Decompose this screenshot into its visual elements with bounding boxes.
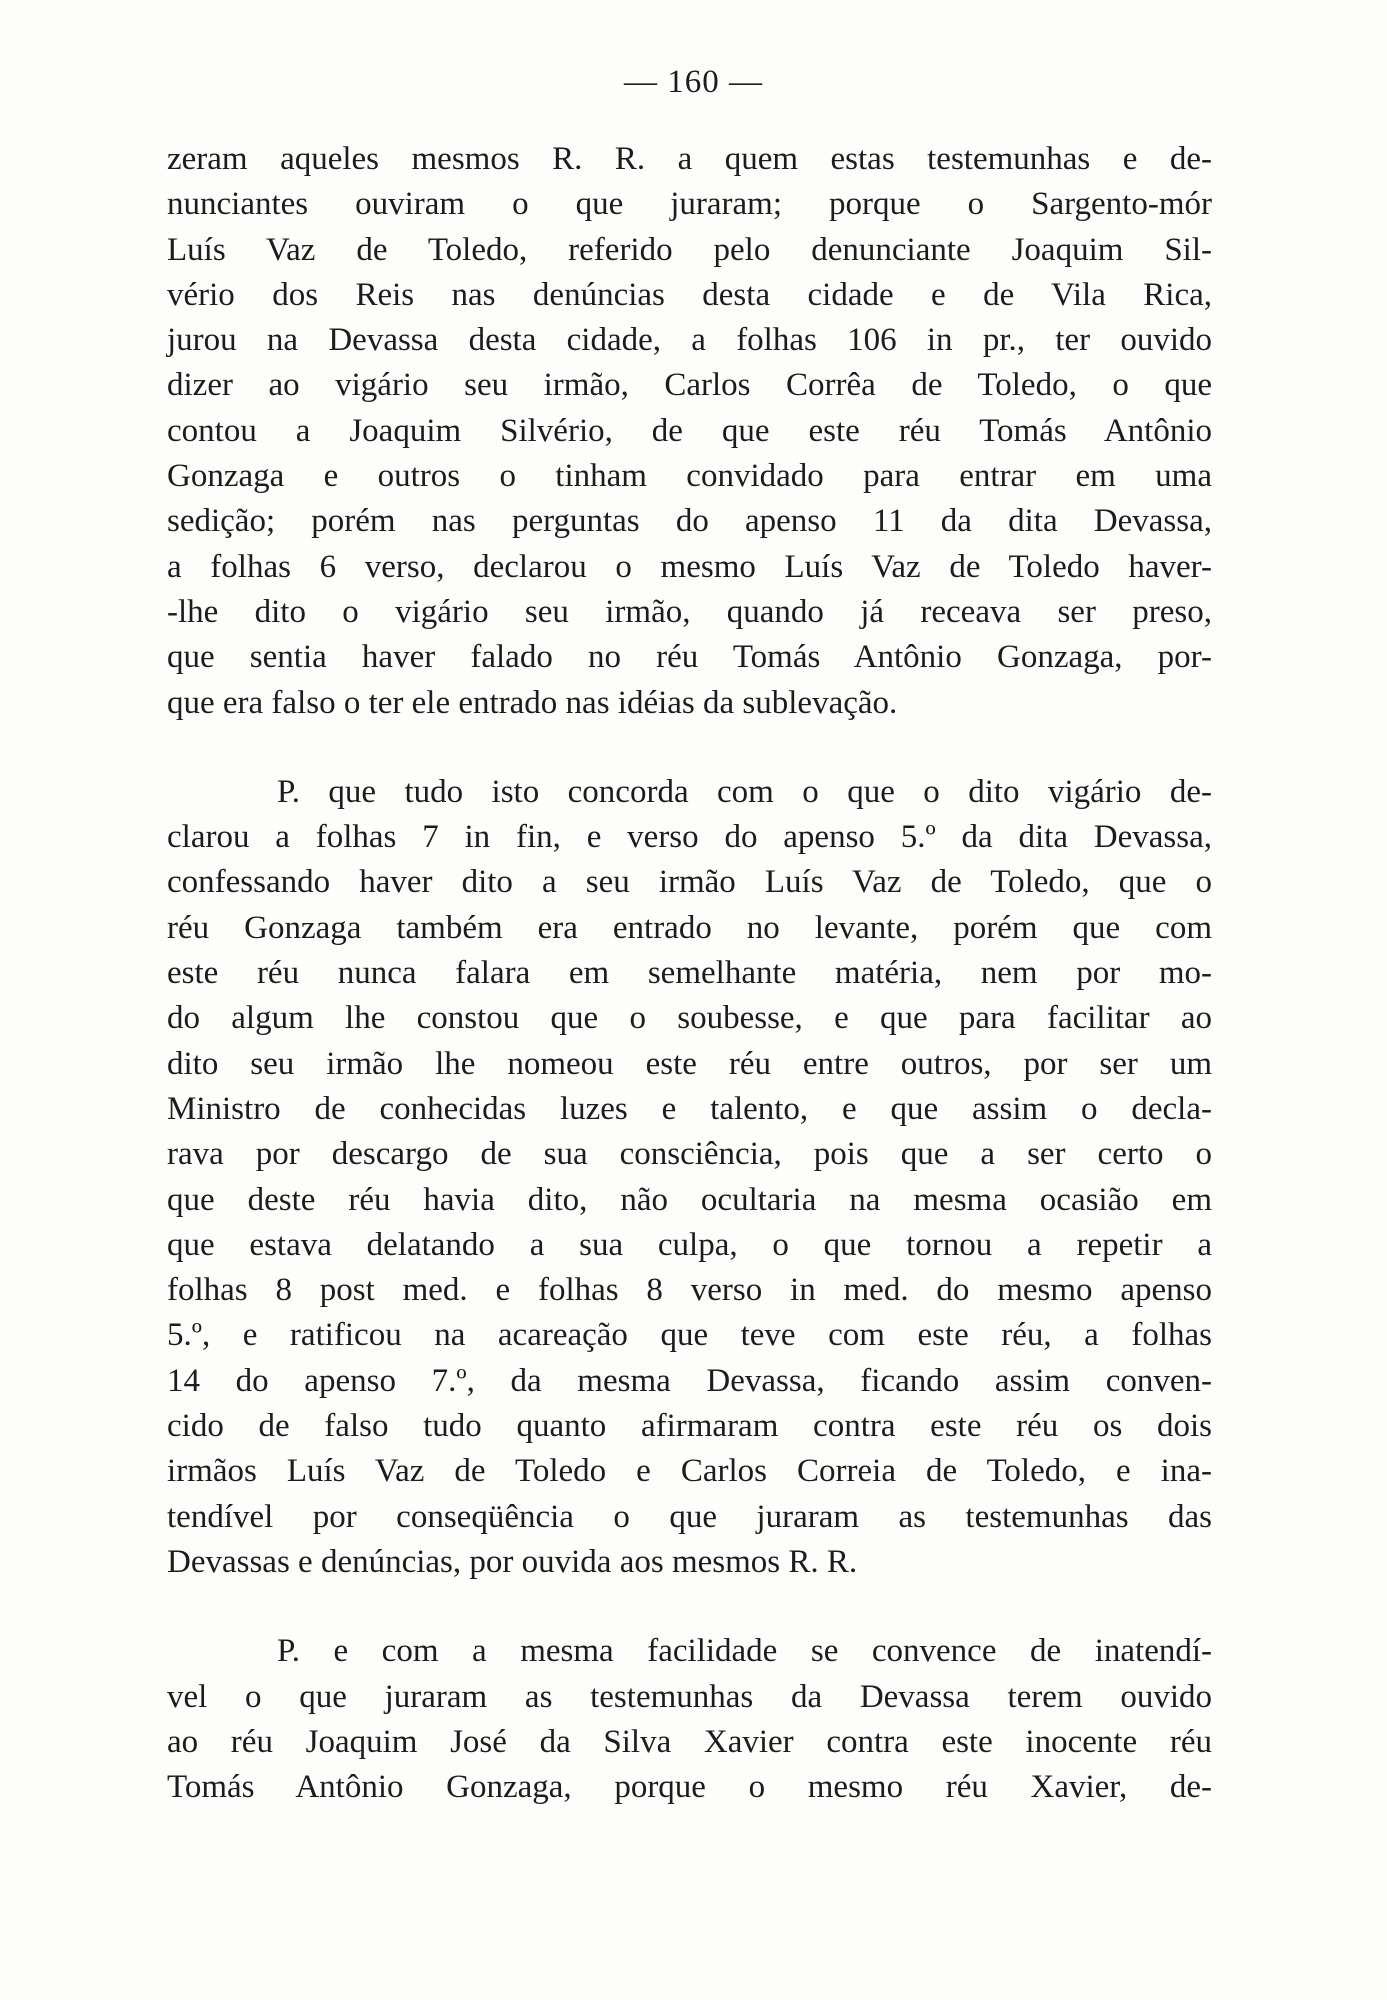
text-line: Ministro de conhecidas luzes e talento, e que assim o decla- xyxy=(167,1090,1212,1127)
text-line: contou a Joaquim Silvério, de que este réu Tomás Antônio xyxy=(167,412,1212,449)
text-line: 14 do apenso 7.º, da mesma Devassa, ficando assim conven- xyxy=(167,1362,1212,1399)
paragraph xyxy=(167,137,1212,726)
text-line: 5.º, e ratificou na acareação que teve com este réu, a folhas xyxy=(167,1317,1212,1354)
text-line: tendível por conseqüência o que juraram as testemunhas das xyxy=(167,1498,1212,1535)
text-line: este réu nunca falara em semelhante matéria, nem por mo- xyxy=(167,955,1212,992)
paragraph xyxy=(167,770,1212,1585)
text-line: do algum lhe constou que o soubesse, e que para facilitar ao xyxy=(167,1000,1212,1037)
text-line: que era falso o ter ele entrado nas idéias da sublevação. xyxy=(167,684,898,721)
text-line: réu Gonzaga também era entrado no levante, porém que com xyxy=(167,909,1212,946)
text-line: Gonzaga e outros o tinham convidado para entrar em uma xyxy=(167,458,1212,495)
text-line: dito seu irmão lhe nomeou este réu entre outros, por ser um xyxy=(167,1045,1212,1082)
text-line: folhas 8 post med. e folhas 8 verso in med. do mesmo apenso xyxy=(167,1272,1212,1309)
text-line: Tomás Antônio Gonzaga, porque o mesmo réu Xavier, de- xyxy=(167,1769,1212,1806)
text-line: dizer ao vigário seu irmão, Carlos Corrêa de Toledo, o que xyxy=(167,367,1212,404)
paragraph-spacer xyxy=(167,1585,1212,1629)
text-line: jurou na Devassa desta cidade, a folhas 106 in pr., ter ouvido xyxy=(167,322,1212,359)
paragraph xyxy=(167,1629,1212,1810)
text-line: zeram aqueles mesmos R. R. a quem estas testemunhas e de- xyxy=(167,141,1212,177)
text-line: vel o que juraram as testemunhas da Devassa terem ouvido xyxy=(167,1678,1212,1715)
text-line: cido de falso tudo quanto afirmaram contra este réu os dois xyxy=(167,1408,1212,1445)
text-line: rava por descargo de sua consciência, pois que a ser certo o xyxy=(167,1136,1212,1173)
text-line: -lhe dito o vigário seu irmão, quando já receava ser preso, xyxy=(167,593,1212,630)
text-line: a folhas 6 verso, declarou o mesmo Luís Vaz de Toledo haver- xyxy=(167,548,1212,585)
text-line: confessando haver dito a seu irmão Luís Vaz de Toledo, que o xyxy=(167,864,1212,901)
text-line: Devassas e denúncias, por ouvida aos mesmos R. R. xyxy=(167,1543,858,1580)
text-line: que deste réu havia dito, não ocultaria na mesma ocasião em xyxy=(167,1181,1212,1218)
page-number: — 160 — xyxy=(624,64,763,100)
text-line: P. que tudo isto concorda com o que o dito vigário de- xyxy=(277,773,1212,810)
paragraph-spacer xyxy=(167,726,1212,770)
text-line: P. e com a mesma facilidade se convence de inatendí- xyxy=(277,1633,1212,1670)
text-line: ao réu Joaquim José da Silva Xavier contra este inocente réu xyxy=(167,1723,1212,1760)
text-line: que sentia haver falado no réu Tomás Antônio Gonzaga, por- xyxy=(167,639,1212,676)
text-line: clarou a folhas 7 in fin, e verso do apenso 5.º da dita Devassa, xyxy=(167,819,1212,856)
text-line: irmãos Luís Vaz de Toledo e Carlos Correia de Toledo, e ina- xyxy=(167,1453,1212,1490)
text-line: sedição; porém nas perguntas do apenso 11 da dita Devassa, xyxy=(167,503,1212,540)
text-line: que estava delatando a sua culpa, o que tornou a repetir a xyxy=(167,1226,1212,1263)
text-line: nunciantes ouviram o que juraram; porque o Sargento-mór xyxy=(167,186,1212,223)
text-line: vério dos Reis nas denúncias desta cidade e de Vila Rica, xyxy=(167,276,1212,313)
body-text xyxy=(167,137,1212,1810)
text-line: Luís Vaz de Toledo, referido pelo denunciante Joaquim Sil- xyxy=(167,231,1212,268)
